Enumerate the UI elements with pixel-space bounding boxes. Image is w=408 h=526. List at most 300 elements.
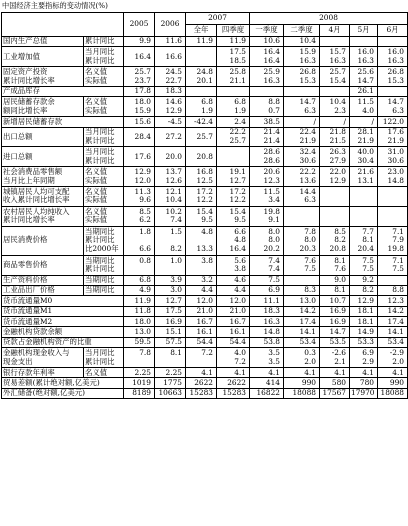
- value-cell: [250, 47, 284, 67]
- row-sublabel-line: 当月同比: [85, 127, 115, 137]
- value-cell: [284, 255, 320, 275]
- table-row: [2, 147, 408, 167]
- value-cell: [186, 86, 217, 96]
- value-cell-line: 22.7: [165, 75, 182, 85]
- value-cell: [217, 327, 250, 337]
- value-cell-line: 8.1: [170, 348, 182, 358]
- value-cell: [350, 226, 378, 255]
- value-cell-line: 20.2: [263, 243, 280, 253]
- value-cell-line: 28.4: [134, 131, 151, 141]
- value-cell: [320, 275, 350, 285]
- value-cell-line: 414: [265, 377, 280, 387]
- value-cell: [350, 337, 378, 347]
- value-cell: [284, 285, 320, 295]
- value-cell: [320, 47, 350, 67]
- value-cell-line: 10.4: [299, 36, 316, 46]
- value-cell: [124, 47, 155, 67]
- table-row: [2, 226, 408, 255]
- value-cell-line: 12.6: [165, 175, 182, 185]
- value-cell-line: 16.9: [329, 316, 346, 326]
- value-cell-line: 12.9: [165, 105, 182, 115]
- value-cell: [250, 167, 284, 187]
- row-label: [2, 306, 124, 316]
- value-cell-line: 25.9: [263, 67, 280, 77]
- row-sublabel-line: 名义值: [85, 167, 108, 177]
- value-cell-line: 7.8: [304, 226, 316, 236]
- value-cell-line: [187, 87, 213, 96]
- value-cell-line: 8.2: [334, 235, 346, 245]
- row-label-line: 额同比增长率: [3, 105, 48, 115]
- value-cell: [378, 97, 408, 117]
- value-cell: [155, 226, 186, 255]
- value-cell: [250, 186, 284, 206]
- value-cell-line: 15.3: [299, 75, 316, 85]
- value-cell-line: 30.6: [299, 155, 316, 165]
- value-cell-line: [218, 157, 246, 166]
- row-label: [2, 47, 84, 67]
- value-cell: [320, 317, 350, 327]
- value-cell-line: [251, 87, 280, 96]
- value-cell-line: 15.4: [229, 206, 246, 216]
- table-row: [2, 388, 408, 398]
- value-cell-line: 16.3: [357, 55, 374, 65]
- value-cell: [217, 285, 250, 295]
- value-cell-line: 8.1: [362, 235, 374, 245]
- value-cell-line: 6.3: [304, 105, 316, 115]
- value-cell-line: 11.8: [134, 306, 151, 316]
- value-cell: [124, 285, 155, 295]
- value-cell-line: 990: [301, 377, 316, 387]
- value-cell: [250, 67, 284, 87]
- value-cell-line: 16.4: [229, 243, 246, 253]
- value-cell-line: [187, 358, 213, 367]
- value-cell: [284, 275, 320, 285]
- header-sub: 一季度: [250, 25, 284, 37]
- value-cell: [186, 47, 217, 67]
- row-label-line: 进口总额: [3, 151, 33, 161]
- value-cell-line: 13.7: [165, 167, 182, 177]
- value-cell: [320, 255, 350, 275]
- row-label-line: 新增居民储蓄存款: [3, 116, 63, 126]
- value-cell: [378, 388, 408, 398]
- value-cell-line: 12.3: [387, 295, 405, 305]
- value-cell-line: 2.1: [334, 356, 346, 366]
- row-sublabel-line: 比2000年: [85, 243, 119, 253]
- row-sublabel-line: 实际值: [85, 215, 108, 225]
- value-cell-line: 16.4: [263, 47, 280, 57]
- value-cell-line: 32.4: [299, 147, 316, 157]
- row-sublabel-line: 累计同比: [85, 36, 115, 46]
- value-cell-line: 24.5: [165, 67, 182, 77]
- value-cell-line: [321, 216, 346, 225]
- value-cell: [284, 337, 320, 347]
- value-cell-line: 18.3: [263, 306, 280, 316]
- row-label-line: 产成品库存: [3, 86, 40, 96]
- value-cell: [350, 285, 378, 295]
- row-sublabel-line: 名义值: [85, 186, 108, 196]
- value-cell-line: [379, 216, 404, 225]
- value-cell: [320, 378, 350, 388]
- value-cell-line: 8.8: [392, 285, 405, 295]
- row-sublabel-line: 累计同比: [85, 264, 115, 274]
- value-cell-line: 17.5: [229, 47, 246, 57]
- value-cell-line: 4.9: [139, 285, 151, 295]
- value-cell-line: 11.9: [134, 295, 151, 305]
- row-sublabel-line: 当期同比: [85, 285, 115, 295]
- value-cell-line: [156, 265, 182, 274]
- value-cell-line: 15.9: [299, 47, 316, 57]
- value-cell-line: [379, 208, 404, 217]
- row-label: [2, 97, 84, 117]
- row-sublabel-line: 名义值: [85, 67, 108, 77]
- value-cell-line: 9.2: [362, 274, 374, 284]
- value-cell: [284, 167, 320, 187]
- value-cell: [378, 306, 408, 316]
- value-cell-line: 2.25: [134, 367, 151, 377]
- value-cell: [250, 97, 284, 117]
- table-row: [2, 327, 408, 337]
- table-row: [2, 97, 408, 117]
- value-cell-line: -2.9: [389, 348, 405, 358]
- value-cell-line: 4.8: [201, 226, 213, 236]
- value-cell: [186, 388, 217, 398]
- value-cell-line: 21.0: [229, 306, 246, 316]
- table-row: [2, 296, 408, 306]
- value-cell-line: 6.6: [234, 226, 246, 236]
- value-cell-line: 16.6: [165, 51, 182, 61]
- value-cell-line: [321, 188, 346, 197]
- value-cell-line: 1.9: [234, 105, 246, 115]
- value-cell-line: [218, 87, 246, 96]
- value-cell-line: 54.4: [229, 337, 246, 347]
- value-cell: [350, 378, 378, 388]
- value-cell-line: 18088: [380, 388, 405, 398]
- value-cell-line: 14.7: [357, 75, 374, 85]
- value-cell-line: 26.1: [357, 86, 374, 96]
- value-cell: [378, 117, 408, 127]
- value-cell-line: 1019: [132, 377, 151, 387]
- value-cell: [124, 127, 155, 147]
- row-label-line: 金融机构现金收入与: [3, 348, 70, 358]
- table-title: 中国经济主要指标的变动情况(%): [2, 1, 108, 10]
- value-cell-line: [379, 87, 404, 96]
- table-row: [2, 378, 408, 388]
- value-cell-line: 21.5: [329, 135, 346, 145]
- value-cell-line: 7.1: [392, 255, 405, 265]
- value-cell: [320, 186, 350, 206]
- value-cell-line: 2.25: [165, 367, 182, 377]
- value-cell-line: 8.3: [304, 285, 316, 295]
- value-cell-line: 4.1: [304, 367, 316, 377]
- value-cell: [217, 388, 250, 398]
- value-cell-line: 4.1: [392, 367, 405, 377]
- value-cell: [378, 368, 408, 378]
- value-cell-line: 0.3: [304, 348, 316, 358]
- value-cell-line: 12.9: [357, 295, 374, 305]
- row-label-line: 农村居民人均纯收入: [3, 206, 70, 216]
- value-cell-line: 3.9: [170, 274, 182, 284]
- value-cell: [320, 167, 350, 187]
- value-cell: [155, 167, 186, 187]
- row-label-line: 累计同比增长率: [3, 75, 55, 85]
- row-label-line: 货币流通量M0: [3, 295, 53, 305]
- value-cell-line: 13.0: [134, 326, 151, 336]
- table-row: [2, 86, 408, 96]
- value-cell: [186, 327, 217, 337]
- value-cell-line: 11.6: [165, 36, 182, 46]
- value-cell-line: 23.7: [134, 75, 151, 85]
- value-cell: [320, 117, 350, 127]
- row-label: [2, 37, 84, 47]
- value-cell: [350, 47, 378, 67]
- value-cell-line: 17567: [322, 388, 346, 398]
- value-cell-line: 17.4: [387, 316, 405, 326]
- value-cell: [350, 368, 378, 378]
- value-cell-line: 40.0: [357, 147, 374, 157]
- value-cell-line: 11.5: [263, 186, 280, 196]
- value-cell-line: [321, 37, 346, 46]
- value-cell: [217, 317, 250, 327]
- header-year-2007: 2007: [186, 13, 250, 25]
- value-cell: [320, 285, 350, 295]
- row-label: [2, 127, 84, 147]
- row-label: [2, 337, 124, 347]
- value-cell-line: -42.4: [194, 116, 213, 126]
- value-cell: [250, 388, 284, 398]
- value-cell: [378, 86, 408, 96]
- value-cell: [155, 337, 186, 347]
- value-cell-line: 2.3: [334, 105, 346, 115]
- value-cell-line: 16.3: [299, 55, 316, 65]
- value-cell-line: 11.3: [134, 186, 151, 196]
- value-cell: [378, 337, 408, 347]
- value-cell-line: 8189: [132, 388, 151, 398]
- row-label: [2, 186, 84, 206]
- value-cell-line: 53.5: [329, 337, 346, 347]
- value-cell-line: 8.0: [304, 235, 316, 245]
- row-label-line: 商品零售价格: [3, 259, 48, 269]
- value-cell: [350, 37, 378, 47]
- value-cell-line: 4.0: [362, 105, 374, 115]
- value-cell-line: [351, 216, 374, 225]
- row-sublabel-line: 当月同比: [85, 147, 115, 157]
- header-year-2005: 2005: [124, 13, 155, 37]
- value-cell: [217, 86, 250, 96]
- value-cell: [155, 127, 186, 147]
- row-sublabel: [84, 226, 124, 255]
- value-cell: [284, 317, 320, 327]
- value-cell: [217, 206, 250, 226]
- value-cell: [217, 348, 250, 368]
- value-cell-line: 21.9: [299, 135, 316, 145]
- value-cell-line: 14.8: [263, 326, 280, 336]
- value-cell-line: 12.1: [165, 186, 182, 196]
- value-cell: [217, 368, 250, 378]
- value-cell-line: 27.2: [165, 131, 182, 141]
- value-cell-line: 15.3: [387, 75, 405, 85]
- value-cell-line: 13.6: [299, 175, 316, 185]
- value-cell-line: -2.6: [331, 348, 346, 358]
- value-cell: [186, 296, 217, 306]
- value-cell: [186, 117, 217, 127]
- value-cell-line: 9.6: [139, 195, 151, 205]
- value-cell: [124, 348, 155, 368]
- value-cell-line: [351, 37, 374, 46]
- value-cell: [378, 47, 408, 67]
- value-cell: [186, 186, 217, 206]
- value-cell: [350, 186, 378, 206]
- value-cell-line: 16.3: [263, 75, 280, 85]
- value-cell: [378, 127, 408, 147]
- value-cell-line: 17.8: [134, 86, 151, 96]
- row-label: [2, 67, 84, 87]
- value-cell-line: 53.8: [263, 337, 280, 347]
- value-cell-line: 1.5: [170, 226, 182, 236]
- row-sublabel: [84, 348, 124, 368]
- value-cell-line: 7.4: [268, 264, 280, 274]
- value-cell-line: 16.7: [196, 316, 213, 326]
- value-cell-line: 7.5: [304, 264, 316, 274]
- value-cell-line: 25.7: [196, 131, 213, 141]
- value-cell-line: 16.0: [357, 47, 374, 57]
- value-cell-line: 7.8: [139, 348, 151, 358]
- value-cell-line: 10663: [158, 388, 182, 398]
- value-cell: [217, 127, 250, 147]
- value-cell: [186, 67, 217, 87]
- value-cell-line: 30.4: [357, 155, 374, 165]
- value-cell: [250, 368, 284, 378]
- value-cell-line: 18.0: [134, 97, 151, 107]
- value-cell-line: 11.9: [229, 36, 246, 46]
- value-cell: [155, 275, 186, 285]
- header-year-2006: 2006: [155, 13, 186, 37]
- value-cell: [124, 37, 155, 47]
- row-label: [2, 388, 124, 398]
- value-cell-line: [379, 276, 404, 285]
- value-cell-line: 18088: [292, 388, 316, 398]
- value-cell: [320, 86, 350, 96]
- value-cell-line: 9.0: [334, 274, 346, 284]
- value-cell-line: 3.8: [234, 264, 246, 274]
- row-sublabel: [84, 368, 124, 378]
- value-cell-line: 12.0: [196, 295, 213, 305]
- value-cell: [155, 296, 186, 306]
- value-cell: [124, 378, 155, 388]
- value-cell-line: 4.6: [234, 274, 246, 284]
- value-cell-line: 3.2: [201, 274, 213, 284]
- value-cell: [250, 86, 284, 96]
- value-cell: [124, 296, 155, 306]
- value-cell-line: 18.1: [357, 306, 374, 316]
- value-cell: [284, 127, 320, 147]
- value-cell-line: 38.5: [263, 116, 280, 126]
- value-cell: [250, 327, 284, 337]
- header-sub: 5月: [350, 25, 378, 37]
- value-cell: [250, 296, 284, 306]
- value-cell: [155, 117, 186, 127]
- value-cell: [284, 67, 320, 87]
- value-cell: [284, 348, 320, 368]
- value-cell-line: 780: [359, 377, 374, 387]
- value-cell-line: 14.7: [387, 97, 405, 107]
- value-cell-line: 23.0: [387, 167, 405, 177]
- row-label-line: 出口总额: [3, 131, 33, 141]
- row-sublabel: [84, 275, 124, 285]
- value-cell: [124, 255, 155, 275]
- value-cell: [124, 86, 155, 96]
- value-cell: [186, 37, 217, 47]
- table-row: [2, 206, 408, 226]
- value-cell-line: 10.4: [329, 97, 346, 107]
- table-row: [2, 337, 408, 347]
- row-label-line: 工业增加值: [3, 51, 40, 61]
- value-cell: [124, 97, 155, 117]
- value-cell-line: 6.6: [139, 243, 151, 253]
- value-cell: [378, 186, 408, 206]
- row-sublabel-line: 实际值: [85, 175, 108, 185]
- value-cell-line: 5.6: [234, 255, 246, 265]
- value-cell: [378, 327, 408, 337]
- value-cell-line: 14.1: [387, 326, 405, 336]
- table-row: [2, 67, 408, 87]
- value-cell-line: [321, 208, 346, 217]
- row-sublabel-line: 累计同比: [85, 155, 115, 165]
- row-label-line: 城镇居民人均可支配: [3, 186, 70, 196]
- value-cell: [186, 147, 217, 167]
- value-cell: [217, 67, 250, 87]
- value-cell-line: 8.5: [334, 226, 346, 236]
- value-cell: [250, 348, 284, 368]
- value-cell-line: 6.9: [268, 285, 280, 295]
- value-cell: [284, 368, 320, 378]
- value-cell-line: [379, 37, 404, 46]
- value-cell: [350, 206, 378, 226]
- value-cell: [186, 127, 217, 147]
- value-cell-line: [218, 148, 246, 157]
- value-cell-line: 14.7: [329, 326, 346, 336]
- row-label: [2, 378, 124, 388]
- value-cell-line: 7.5: [392, 264, 405, 274]
- value-cell-line: 580: [331, 377, 346, 387]
- table-row: [2, 255, 408, 275]
- value-cell-line: 8.8: [268, 97, 280, 107]
- value-cell-line: [187, 265, 213, 274]
- value-cell-line: 21.0: [196, 306, 213, 316]
- value-cell: [155, 37, 186, 47]
- value-cell: [378, 147, 408, 167]
- value-cell-line: 54.4: [196, 337, 213, 347]
- value-cell-line: [285, 87, 316, 96]
- row-label-line: 货币流通量M1: [3, 306, 53, 316]
- value-cell: [155, 255, 186, 275]
- value-cell-line: [321, 196, 346, 205]
- row-sublabel: [84, 67, 124, 87]
- value-cell-line: 12.0: [134, 175, 151, 185]
- value-cell-line: 14.9: [357, 326, 374, 336]
- value-cell-line: 21.4: [263, 135, 280, 145]
- row-sublabel: [84, 147, 124, 167]
- row-label-line: 银行存款年利率: [3, 367, 55, 377]
- value-cell-line: 8.1: [334, 285, 346, 295]
- value-cell-line: 2.0: [392, 356, 405, 366]
- value-cell-line: 17.6: [134, 151, 151, 161]
- value-cell-line: 11.5: [357, 97, 374, 107]
- value-cell-line: 8.5: [139, 206, 151, 216]
- value-cell: [284, 306, 320, 316]
- value-cell-line: 26.8: [299, 67, 316, 77]
- value-cell-line: 7.2: [234, 356, 246, 366]
- value-cell: [250, 275, 284, 285]
